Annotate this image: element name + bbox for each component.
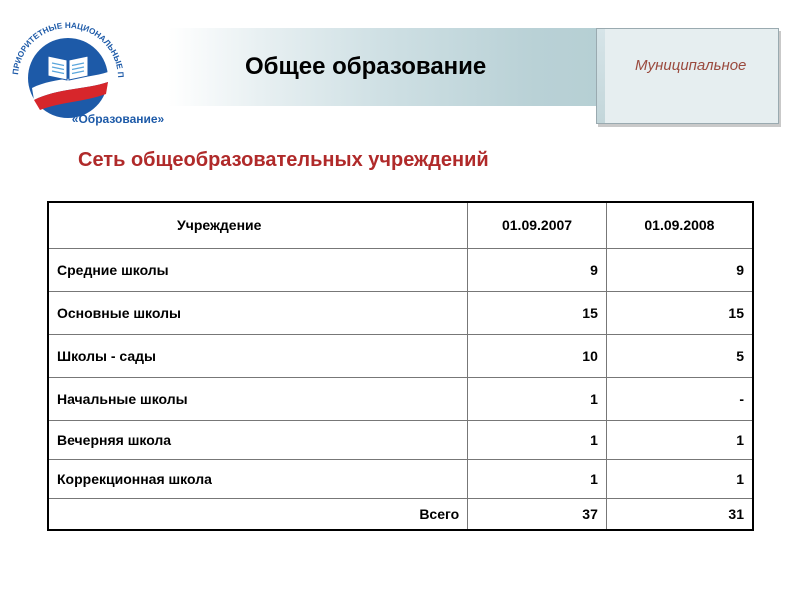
cell-2008: 9 bbox=[606, 248, 753, 291]
total-2008: 31 bbox=[606, 498, 753, 530]
table-total-row bbox=[48, 498, 753, 530]
cell-2007: 15 bbox=[468, 291, 607, 334]
table-row bbox=[48, 291, 753, 334]
column-header-2008: 01.09.2008 bbox=[606, 202, 753, 248]
cell-2008: 1 bbox=[606, 459, 753, 498]
row-name: Начальные школы bbox=[48, 377, 468, 420]
table-row bbox=[48, 459, 753, 498]
cell-2007: 1 bbox=[468, 377, 607, 420]
institutions-table bbox=[47, 201, 754, 531]
logo-ring-text: ПРИОРИТЕТНЫЕ НАЦИОНАЛЬНЫЕ П bbox=[11, 20, 126, 78]
cell-2007: 1 bbox=[468, 420, 607, 459]
table-row bbox=[48, 377, 753, 420]
cell-2008: 1 bbox=[606, 420, 753, 459]
tag-box bbox=[596, 28, 779, 124]
cell-2007: 9 bbox=[468, 248, 607, 291]
row-name: Средние школы bbox=[48, 248, 468, 291]
section-subtitle: Сеть общеобразовательных учреждений bbox=[78, 149, 489, 171]
column-header-2007: 01.09.2007 bbox=[468, 202, 607, 248]
table-header-row bbox=[48, 202, 753, 248]
table-row bbox=[48, 248, 753, 291]
cell-2007: 1 bbox=[468, 459, 607, 498]
page-title: Общее образование bbox=[245, 53, 487, 80]
table-row bbox=[48, 334, 753, 377]
logo-caption: «Образование» bbox=[71, 112, 165, 126]
total-label: Всего bbox=[48, 498, 468, 530]
row-name: Вечерняя школа bbox=[48, 420, 468, 459]
row-name: Коррекционная школа bbox=[48, 459, 468, 498]
table-row bbox=[48, 420, 753, 459]
cell-2008: - bbox=[606, 377, 753, 420]
row-name: Основные школы bbox=[48, 291, 468, 334]
cell-2008: 15 bbox=[606, 291, 753, 334]
logo-emblem bbox=[6, 10, 166, 130]
cell-2008: 5 bbox=[606, 334, 753, 377]
logo bbox=[6, 10, 166, 130]
column-header-institution: Учреждение bbox=[48, 202, 468, 248]
cell-2007: 10 bbox=[468, 334, 607, 377]
municipal-tag: Муниципальное bbox=[635, 57, 747, 74]
total-2007: 37 bbox=[468, 498, 607, 530]
row-name: Школы - сады bbox=[48, 334, 468, 377]
